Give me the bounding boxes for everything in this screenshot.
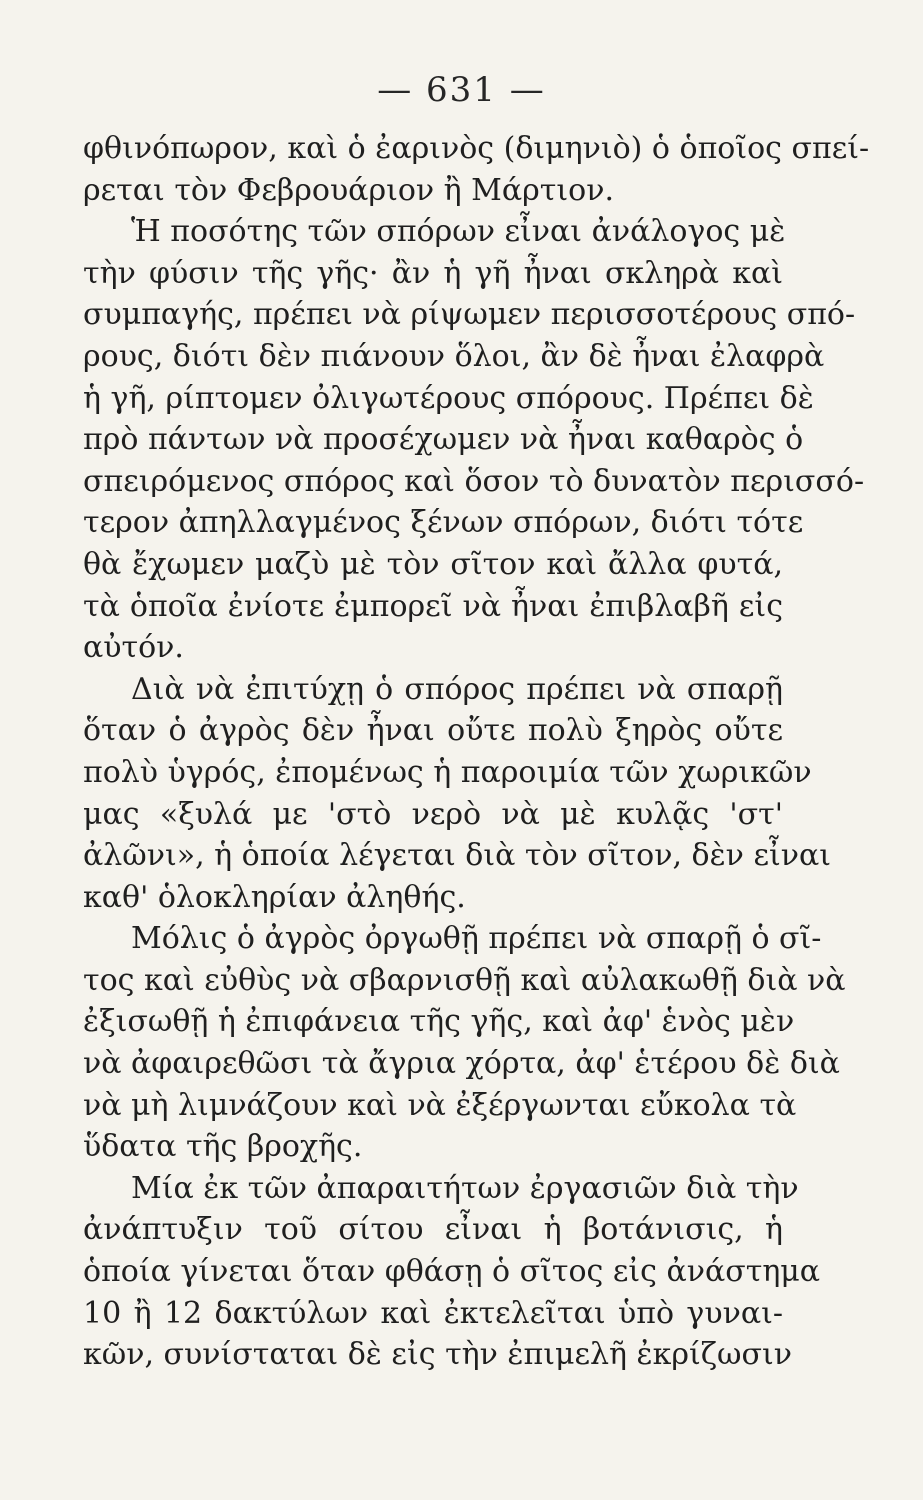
text-line: συμπαγής, πρέπει νὰ ρίψωμεν περισσοτέρους σπό- xyxy=(83,297,856,333)
text-line: Μόλις ὁ ἀγρὸς ὀργωθῇ πρέπει νὰ σπαρῇ ὁ σῖ- xyxy=(131,921,822,957)
text-line: ρους, διότι δὲν πιάνουν ὅλοι, ἂν δὲ ἦναι ἐλαφρὰ xyxy=(83,338,825,374)
page-number: — 631 — xyxy=(377,70,546,110)
text-line: νὰ μὴ λιμνάζουν καὶ νὰ ἐξέργωνται εὔκολα τὰ xyxy=(83,1087,797,1123)
text-line: Διὰ νὰ ἐπιτύχῃ ὁ σπόρος πρέπει νὰ σπαρῇ xyxy=(131,671,783,707)
text-line: Μία ἐκ τῶν ἀπαραιτήτων ἐργασιῶν διὰ τὴν xyxy=(131,1170,799,1206)
text-line: Ἡ ποσότης τῶν σπόρων εἶναι ἀνάλογος μὲ xyxy=(131,214,786,250)
body-text xyxy=(83,128,870,1376)
text-line: ὁποία γίνεται ὅταν φθάσῃ ὁ σῖτος εἰς ἀνάστημα xyxy=(83,1254,821,1290)
text-line: μας «ξυλά με 'στὸ νερὸ νὰ μὲ κυλᾷς 'στ' xyxy=(83,796,783,832)
text-line: θὰ ἔχωμεν μαζὺ μὲ τὸν σῖτον καὶ ἄλλα φυτά, xyxy=(83,546,783,582)
text-line: ὕδατα τῆς βροχῆς. xyxy=(83,1129,363,1165)
text-line: τος καὶ εὐθὺς νὰ σβαρνισθῇ καὶ αὐλακωθῇ διὰ νὰ xyxy=(83,962,846,998)
text-line: πολὺ ὑγρός, ἐπομένως ἡ παροιμία τῶν χωρικῶν xyxy=(83,754,812,790)
text-line: ὅταν ὁ ἀγρὸς δὲν ἦναι οὔτε πολὺ ξηρὸς οὔτε xyxy=(83,713,783,749)
text-line: κῶν, συνίσταται δὲ εἰς τὴν ἐπιμελῆ ἐκρίζωσιν xyxy=(83,1337,792,1373)
text-line: αὐτόν. xyxy=(83,630,184,666)
text-line: ἐξισωθῇ ἡ ἐπιφάνεια τῆς γῆς, καὶ ἀφ' ἑνὸς μὲν xyxy=(83,1004,795,1040)
text-line: ρεται τὸν Φεβρουάριον ἢ Μάρτιον. xyxy=(83,172,614,208)
text-line: πρὸ πάντων νὰ προσέχωμεν νὰ ἦναι καθαρὸς ὁ xyxy=(83,422,804,458)
text-line: φθινόπωρον, καὶ ὁ ἐαρινὸς (διμηνιὸ) ὁ ὁποῖος σπεί- xyxy=(83,131,870,166)
text-line: ἀλῶνι», ἡ ὁποία λέγεται διὰ τὸν σῖτον, δὲν εἶναι xyxy=(83,838,832,874)
text-line: τὴν φύσιν τῆς γῆς· ἂν ἡ γῆ ἦναι σκληρὰ καὶ xyxy=(83,255,783,291)
text-line: τερον ἀπηλλαγμένος ξένων σπόρων, διότι τότε xyxy=(83,505,804,541)
text-line: 10 ἢ 12 δακτύλων καὶ ἐκτελεῖται ὑπὸ γυναι- xyxy=(83,1295,783,1331)
text-line: καθ' ὁλοκληρίαν ἀληθής. xyxy=(83,879,466,915)
text-line: τὰ ὁποῖα ἐνίοτε ἐμπορεῖ νὰ ἦναι ἐπιβλαβῆ εἰς xyxy=(83,588,783,624)
text-line: ἀνάπτυξιν τοῦ σίτου εἶναι ἡ βοτάνισις, ἡ xyxy=(83,1212,783,1248)
text-line: σπειρόμενος σπόρος καὶ ὅσον τὸ δυνατὸν περισσό- xyxy=(83,463,865,499)
text-line: ἡ γῆ, ρίπτομεν ὀλιγωτέρους σπόρους. Πρέπει δὲ xyxy=(83,380,814,416)
text-line: νὰ ἀφαιρεθῶσι τὰ ἄγρια χόρτα, ἀφ' ἑτέρου δὲ διὰ xyxy=(83,1046,840,1082)
